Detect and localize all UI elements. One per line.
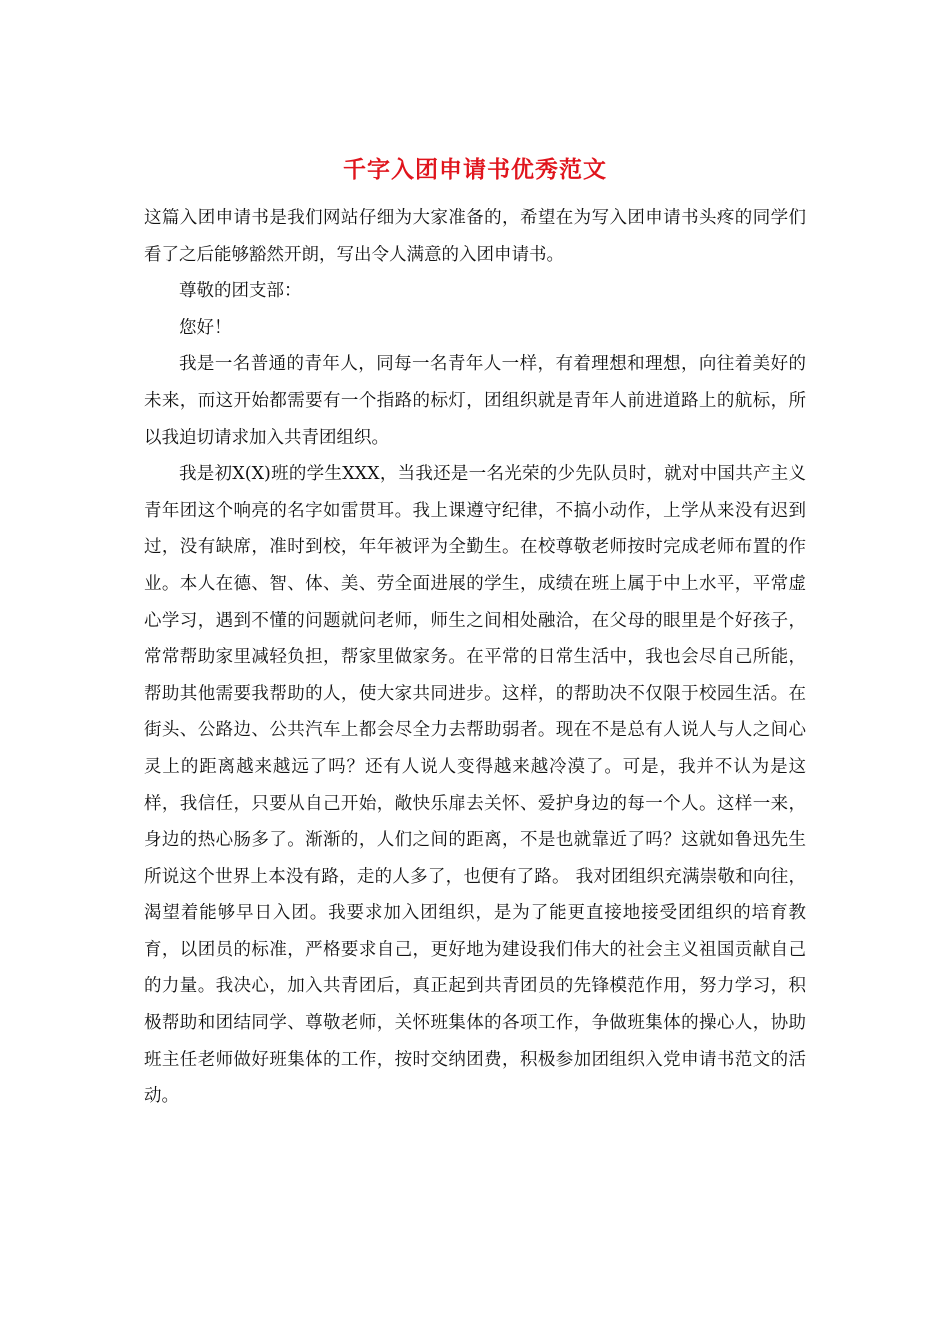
document-title: 千字入团申请书优秀范文: [343, 156, 607, 183]
document-body: [144, 148, 806, 1115]
salutation: 尊敬的团支部：: [179, 281, 302, 302]
body-paragraph-1: 我是一名普通的青年人，同每一名青年人一样，有着理想和理想，向往着美好的未来，而这开始都需要有一个指路的标灯，团组织就是青年人前进道路上的航标，所以我迫切请求加入共青团组织。: [144, 354, 806, 448]
intro-paragraph: 这篇入团申请书是我们网站仔细为大家准备的，希望在为写入团申请书头疼的同学们看了之后能够豁然开朗，写出令人满意的入团申请书。: [144, 208, 806, 265]
body-paragraph-2: 我是初X(X)班的学生XXX，当我还是一名光荣的少先队员时，就对中国共产主义青年团这个响亮的名字如雷贯耳。我上课遵守纪律，不搞小动作，上学从来没有迟到过，没有缺席，准时到校，年年被评为全勤生。在校尊敬老师按时完成老师布置的作业。本人在德、智、体、美、劳全面进展的学生，成绩在班上属于中上水平，平常虚心学习，遇到不懂的问题就问老师，师生之间相处融洽，在父母的眼里是个好孩子，常常帮助家里减轻负担，帮家里做家务。在平常的日常生活中，我也会尽自己所能，帮助其他需要我帮助的人，使大家共同进步。这样，的帮助决不仅限于校园生活。在街头、公路边、公共汽车上都会尽全力去帮助弱者。现在不是总有人说人与人之间心灵上的距离越来越远了吗？还有人说人变得越来越冷漠了。可是，我并不认为是这样，我信任，只要从自己开始，敞快乐扉去关怀、爱护身边的每一个人。这样一来，身边的热心肠多了。渐渐的，人们之间的距离，不是也就靠近了吗？这就如鲁迅先生所说这个世界上本没有路，走的人多了，也便有了路。 我对团组织充满崇敬和向往，渴望着能够早日入团。我要求加入团组织，是为了能更直接地接受团组织的培育教育，以团员的标准，严格要求自己，更好地为建设我们伟大的社会主义祖国贡献自己的力量。我决心，加入共青团后，真正起到共青团员的先锋模范作用，努力学习，积极帮助和团结同学、尊敬老师，关怀班集体的各项工作，争做班集体的操心人，协助班主任老师做好班集体的工作，按时交纳团费，积极参加团组织入党申请书范文的活动。: [144, 464, 806, 1107]
greeting: 您好！: [179, 317, 232, 338]
